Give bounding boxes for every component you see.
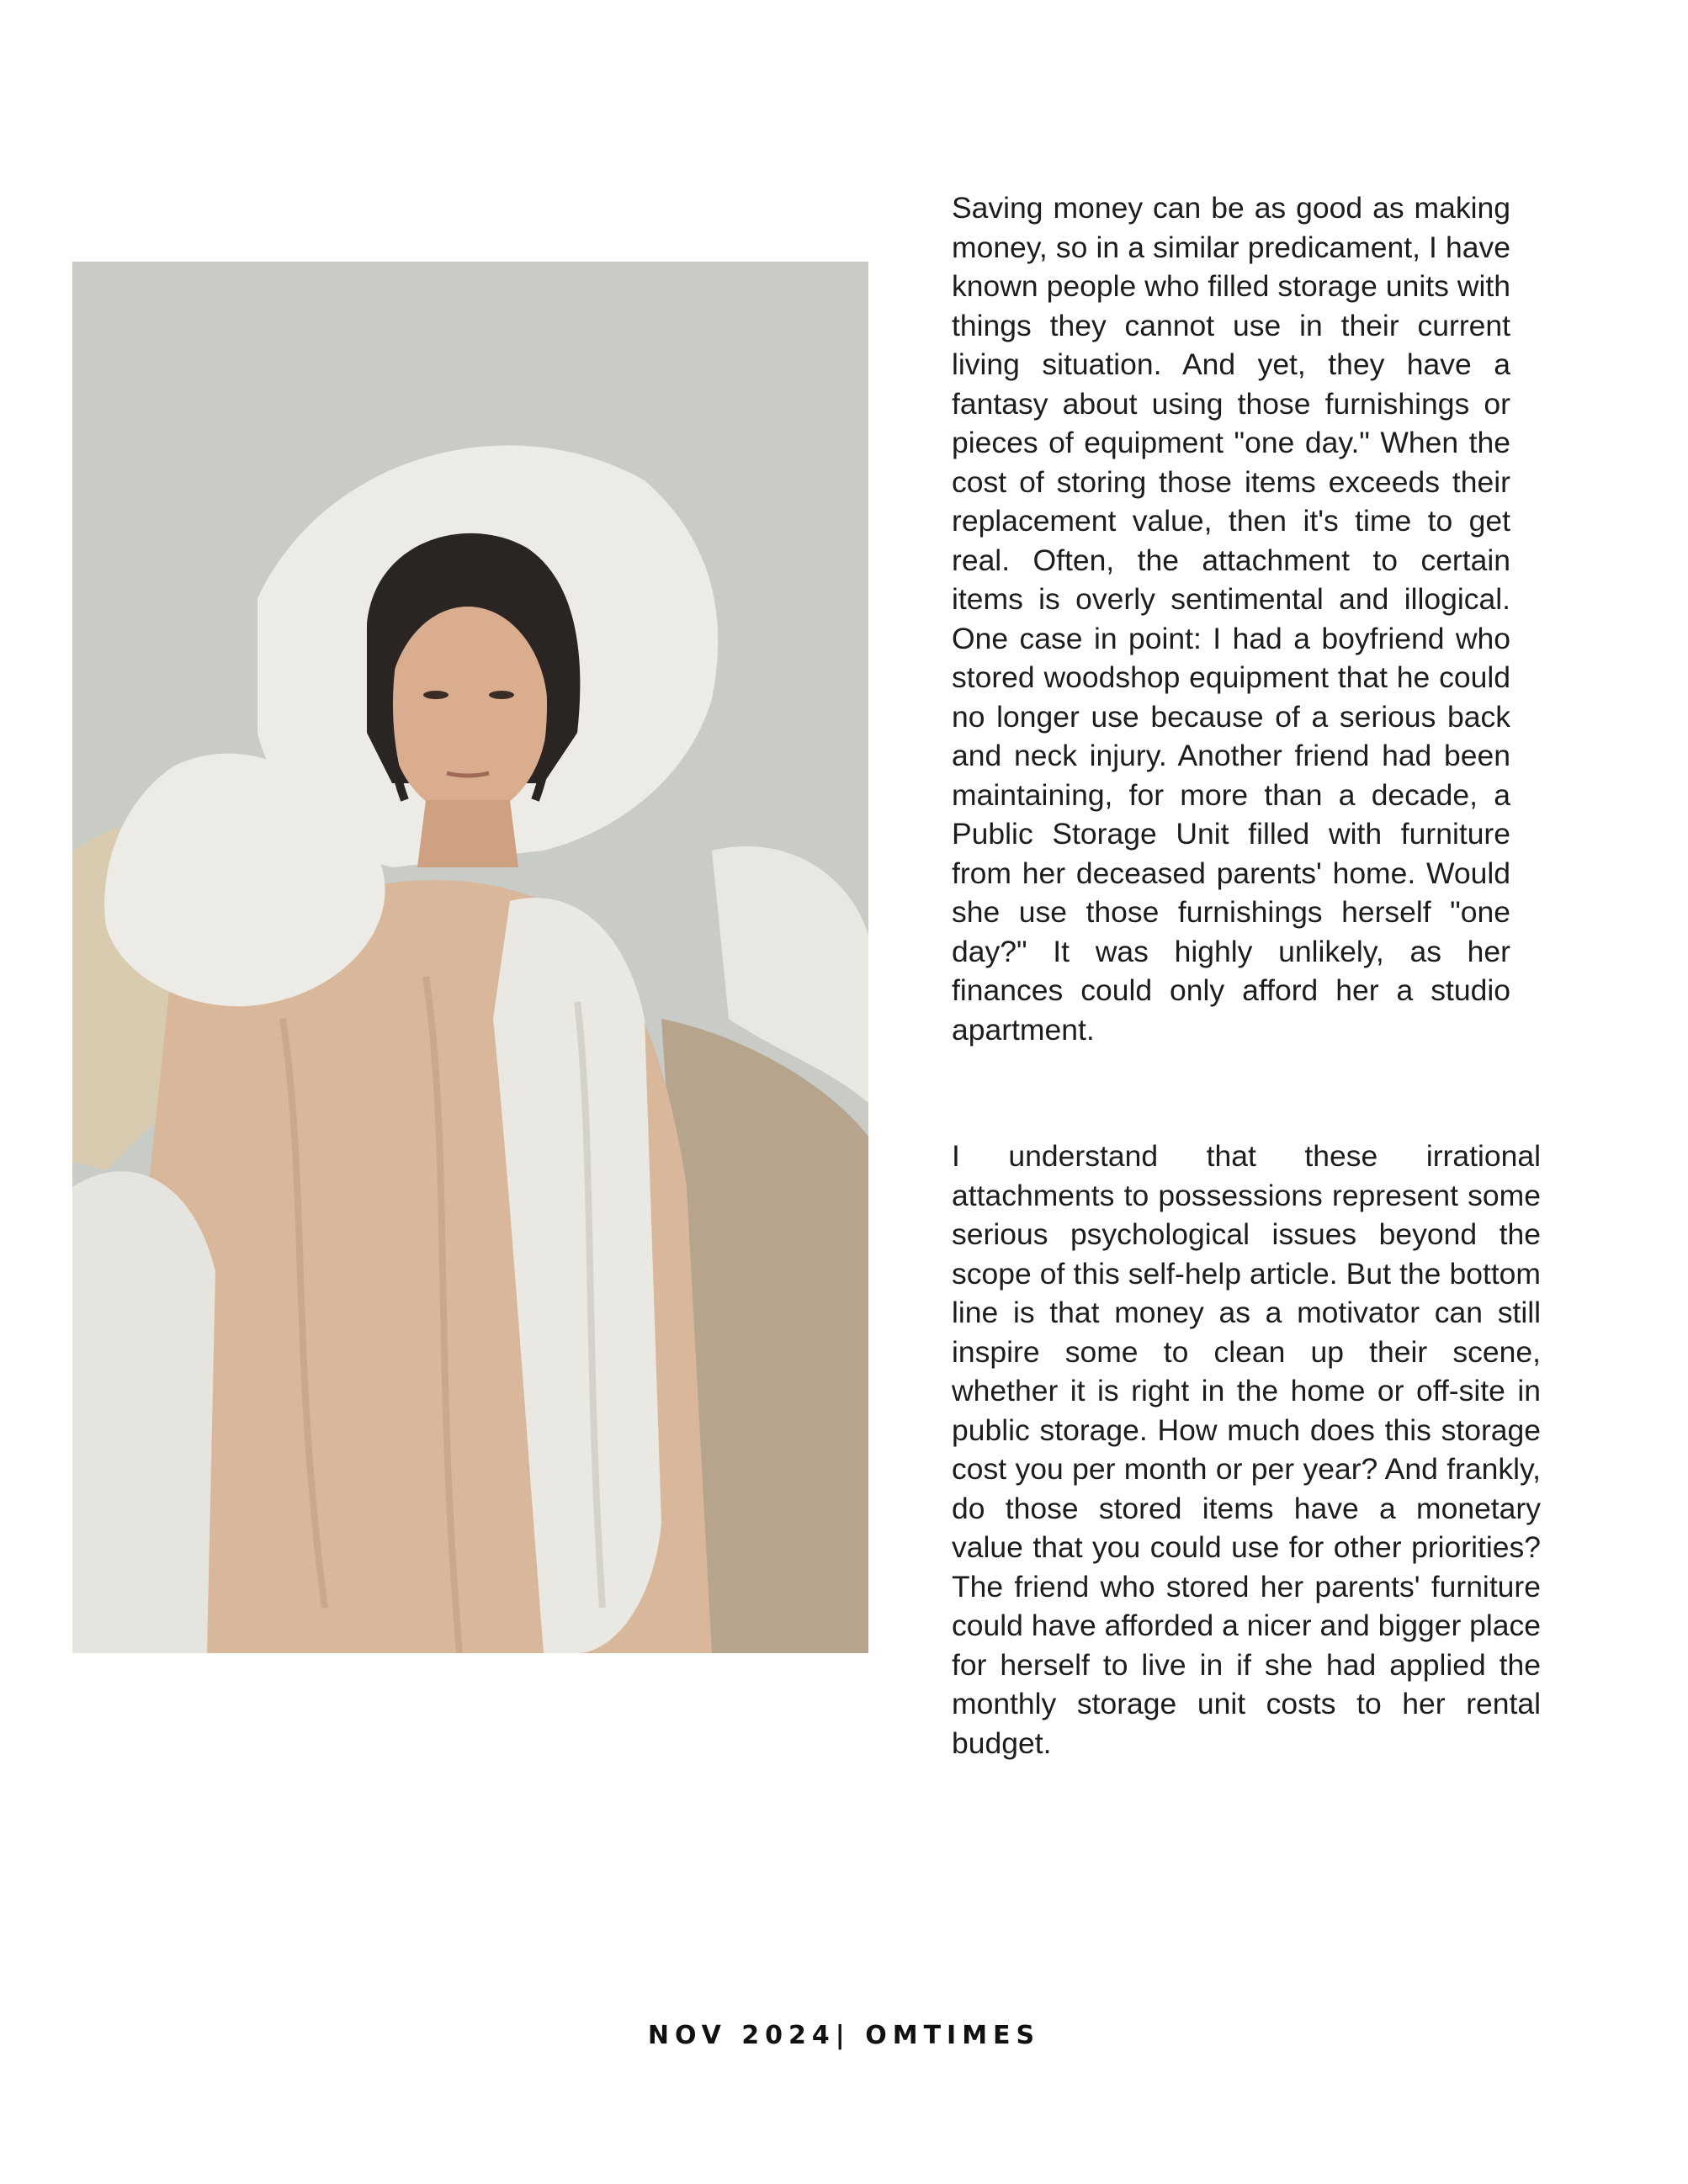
article-column-first — [952, 188, 1510, 1049]
article-paragraph: Saving money can be as good as making money, so in a similar predicament, I have known people who filled storage units with things they cannot use in their current living situation. And yet, they have a fantasy about using those furnishings or pieces of equipment "one day." When the cost of storing those items exceeds their replacement value, then it's time to get real. Often, the attachment to certain items is overly sentimental and illogical. One case in point: I had a boyfriend who stored woodshop equipment that he could no longer use because of a serious back and neck injury. Another friend had been maintaining, for more than a decade, a Public Storage Unit filled with furniture from her deceased parents' home. Would she use those furnishings herself "one day?" It was highly unlikely, as her finances could only afford her a studio apartment. — [952, 191, 1510, 1047]
page-footer: NOV 2024| OMTIMES — [647, 2021, 1041, 2050]
article-photo — [72, 262, 868, 1653]
woman-in-clothes-pile-image — [72, 262, 868, 1653]
article-paragraph: I understand that these irrational attachments to possessions represent some serious psychological issues beyond the scope of this self-help article. But the bottom line is that money as a motivator can still inspire some to clean up their scene, whether it is right in the home or off-site in public storage. How much does this storage cost you per month or per year? And frankly, do those stored items have a monetary value that you could use for other priorities? The friend who stored her parents' furniture could have afforded a nicer and bigger place for herself to live in if she had applied the monthly storage unit costs to her rental budget. — [952, 1139, 1541, 1760]
article-column-second — [952, 1137, 1541, 1763]
